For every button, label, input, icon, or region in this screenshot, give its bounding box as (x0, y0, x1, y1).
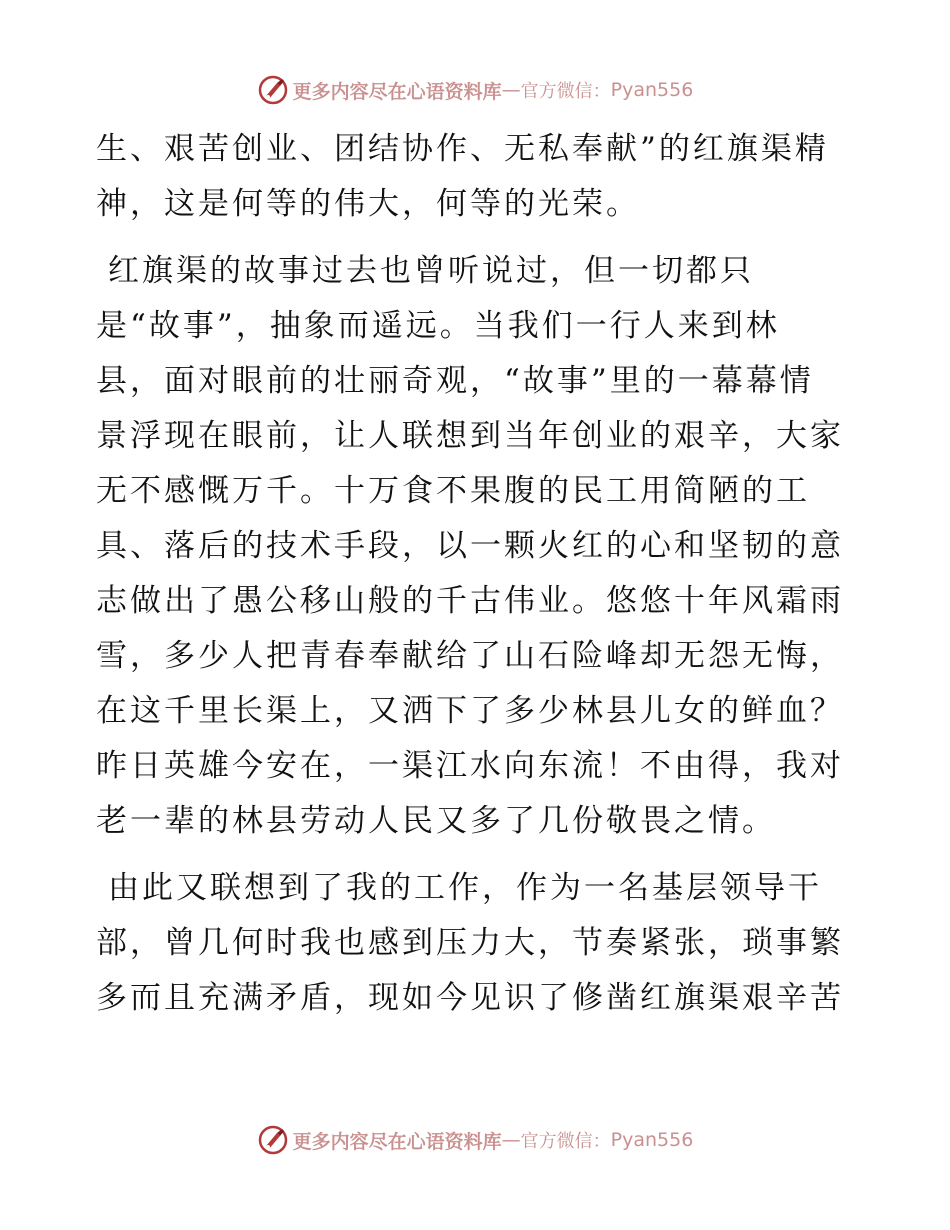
text-line: 具、落后的技术手段，以一颗火红的心和坚韧的意 (96, 528, 844, 564)
text-line: 由此又联想到了我的工作，作为一名基层领导干 (108, 870, 822, 906)
text-line: 景浮现在眼前，让人联想到当年创业的艰辛，大家 (96, 418, 844, 454)
document-body (96, 122, 856, 1038)
text-line: 神，这是何等的伟大，何等的光荣。 (96, 186, 640, 222)
logo-icon (257, 1124, 289, 1156)
banner-dash: — (501, 1129, 521, 1151)
text-line: 生、艰苦创业、团结协作、无私奉献”的红旗渠精 (96, 131, 829, 167)
footer-watermark (0, 1120, 950, 1160)
text-line: 老一辈的林县劳动人民又多了几份敬畏之情。 (96, 803, 776, 839)
banner-wechat-label: 官方微信： (520, 1131, 611, 1152)
logo-icon (257, 74, 289, 106)
text-line: 在这千里长渠上，又洒下了多少林县儿女的鲜血？ (96, 693, 844, 729)
banner-wechat-label: 官方微信： (520, 81, 611, 102)
text-line: 雪，多少人把青春奉献给了山石险峰却无怨无悔， (96, 638, 844, 674)
text-line: 志做出了愚公移山般的千古伟业。悠悠十年风霜雨 (96, 583, 844, 619)
paragraph-3 (96, 861, 856, 1026)
header-watermark (0, 70, 950, 110)
banner-wechat-id: Pyan556 (610, 79, 694, 101)
text-line: 县，面对眼前的壮丽奇观，“故事”里的一幕幕情 (96, 363, 814, 399)
banner-text: 更多内容尽在心语资料库 (292, 80, 502, 103)
paragraph-2 (96, 244, 856, 849)
text-line: 部，曾几何时我也感到压力大，节奏紧张，琐事繁 (96, 925, 844, 961)
banner-text: 更多内容尽在心语资料库 (292, 1130, 502, 1153)
text-line: 红旗渠的故事过去也曾听说过，但一切都只 (108, 253, 754, 289)
banner-dash: — (501, 79, 521, 101)
banner-wechat-id: Pyan556 (610, 1129, 694, 1151)
paragraph-1 (96, 122, 856, 232)
text-line: 无不感慨万千。十万食不果腹的民工用简陋的工 (96, 473, 810, 509)
text-line: 多而且充满矛盾，现如今见识了修凿红旗渠艰辛苦 (96, 980, 844, 1016)
text-line: 昨日英雄今安在，一渠江水向东流！不由得，我对 (96, 748, 844, 784)
text-line: 是“故事”，抽象而遥远。当我们一行人来到林 (96, 308, 780, 344)
